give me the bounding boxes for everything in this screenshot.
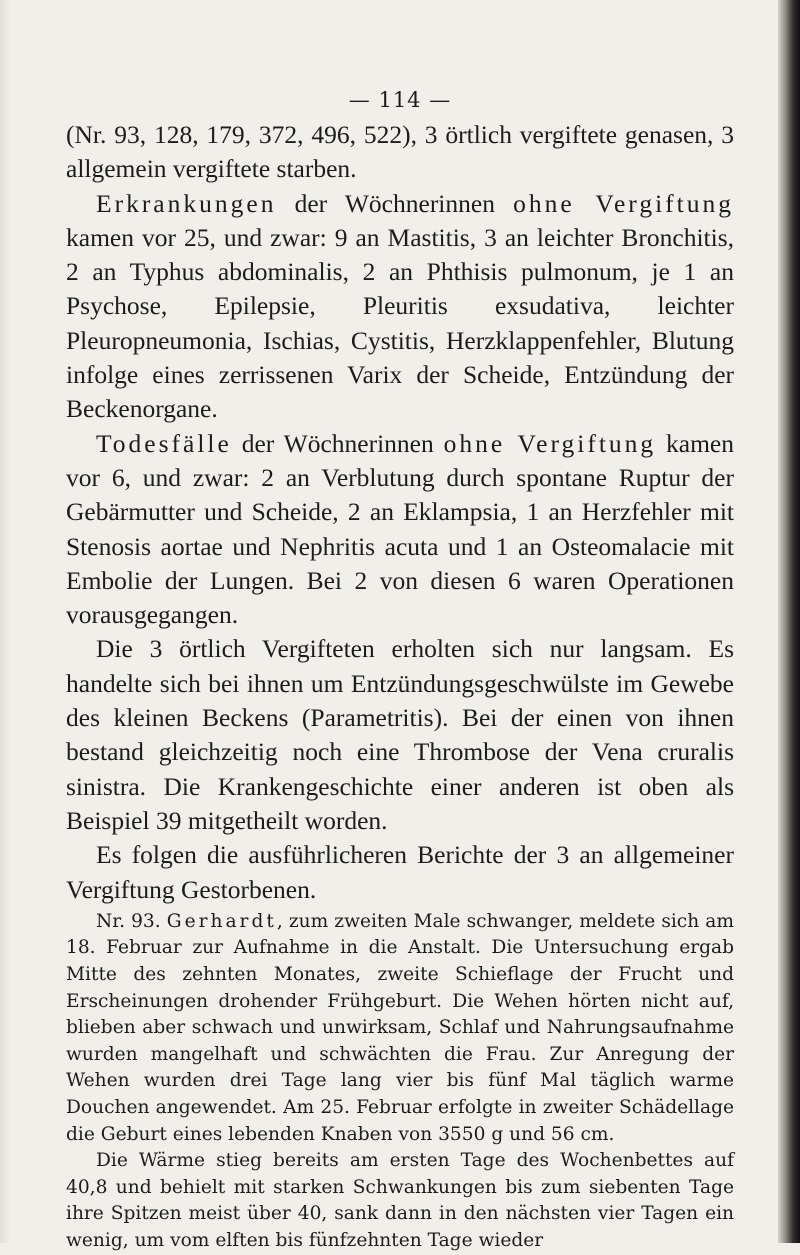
case-report: [66, 909, 734, 1255]
main-text: [66, 118, 734, 1255]
spaced-name: Gerhardt: [166, 910, 277, 932]
spaced-term: ohne Vergiftung: [513, 188, 734, 218]
paragraph-7: Die Wärme stieg bereits am ersten Tage des Wochenbettes auf 40,8 und behielt mit starken Schwankungen bis zum siebenten Tage ihre Spitzen meist über 40, sank dann in den nächsten vier Tagen ein wenig, um vom elften bis fünfzehnten Tage wieder: [66, 1150, 734, 1251]
page-binding-shadow: [778, 0, 800, 1243]
text-run: Nr. 93.: [96, 910, 167, 932]
text-run: der Wöchnerinnen: [276, 188, 514, 218]
paragraph-5: Es folgen die ausführlicheren Berichte der 3 an allgemeiner Vergiftung Gestorbenen.: [66, 840, 734, 904]
text-run: kamen vor 6, und zwar: 2 an Verblutung durch spontane Ruptur der Gebärmutter und Scheide, 2 an Eklampsia, 1 an Herzfehler mit Stenosis aortae und Nephritis acuta und 1 an Osteomalacie mit Embolie der Lungen. Bei 2 von diesen 6 waren Operationen vorausgegangen.: [66, 428, 734, 630]
text-run: der Wöchnerinnen: [231, 428, 444, 458]
spaced-term: Todesfälle: [96, 428, 232, 458]
paragraph-1: (Nr. 93, 128, 179, 372, 496, 522), 3 örtlich vergiftete genasen, 3 allgemein vergiftete starben.: [66, 120, 734, 184]
paragraph-3: [66, 427, 734, 633]
page-number-header: — 114 —: [348, 88, 452, 112]
text-run: kamen vor 25, und zwar: 9 an Mastitis, 3 an leichter Bronchitis, 2 an Typhus abdominalis, 2 an Phthisis pulmonum, je 1 an Psychose, Epilepsie, Pleuritis exsudativa, leichter Pleuropneumonia, Ischias, Cystitis, Herzklappenfehler, Blutung infolge eines zerrissenen Varix der Scheide, Entzündung der Beckenorgane.: [66, 222, 734, 424]
spaced-term: Erkrankungen: [96, 188, 277, 218]
paragraph-6: [66, 909, 734, 1148]
spaced-term: ohne Vergiftung: [443, 428, 657, 458]
paragraph-2: [66, 187, 734, 427]
page-left-edge: [0, 0, 10, 1243]
paragraph-4: Die 3 örtlich Vergifteten erholten sich nur langsam. Es handelte sich bei ihnen um Entzündungsgeschwülste im Gewebe des kleinen Beckens (Parametritis). Bei der einen von ihnen bestand gleichzeitig noch eine Thrombose der Vena cruralis sinistra. Die Krankengeschichte einer anderen ist oben als Beispiel 39 mitgetheilt worden.: [66, 634, 734, 835]
text-run: , zum zweiten Male schwanger, meldete sich am 18. Februar zur Aufnahme in die Anstalt. Die Untersuchung ergab Mitte des zehnten Monates, zweite Schieflage der Frucht und Erscheinungen drohender Frühgeburt. Die Wehen hörten nicht auf, blieben aber schwach und unwirksam, Schlaf und Nahrungsaufnahme wurden mangelhaft und schwächten die Frau. Zur Anregung der Wehen wurden drei Tage lang vier bis fünf Mal täglich warme Douchen angewendet. Am 25. Februar erfolgte in zweiter Schädellage die Geburt eines lebenden Knaben von 3550 g und 56 cm.: [66, 910, 734, 1145]
